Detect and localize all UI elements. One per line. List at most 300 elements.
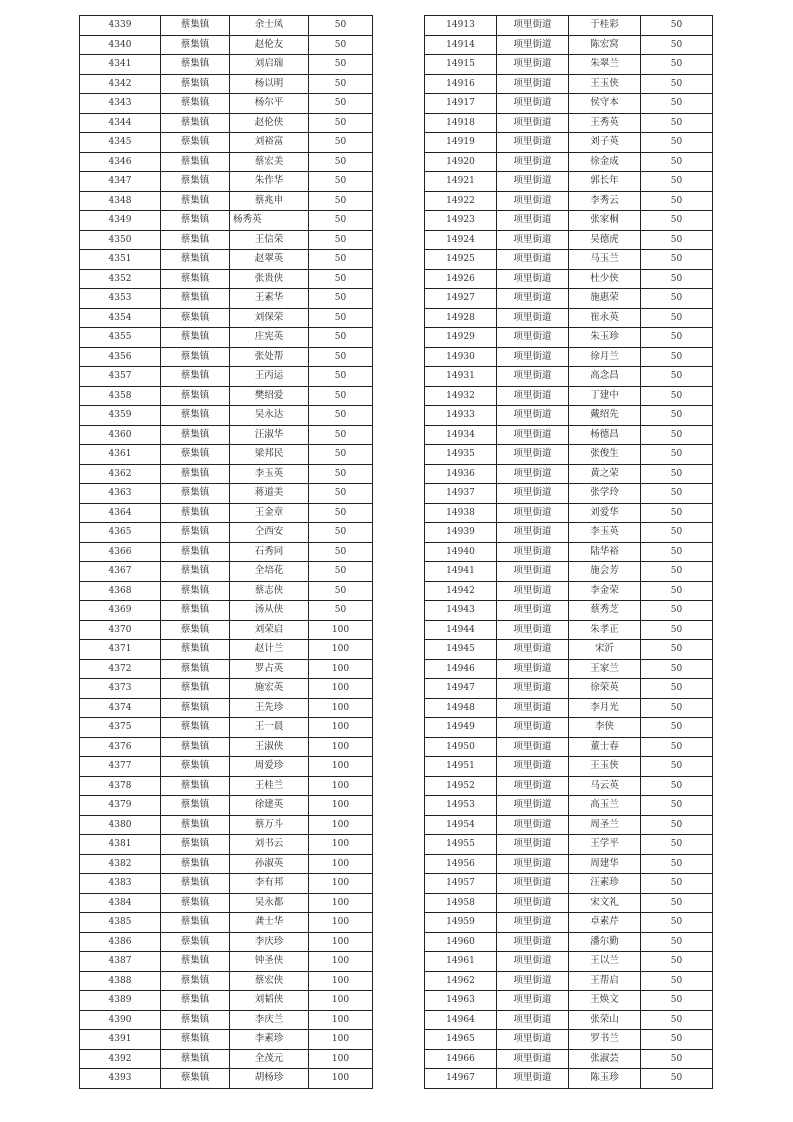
- amount-cell: 50: [641, 94, 713, 114]
- amount-cell: 50: [309, 113, 373, 133]
- name-cell: 张淑芸: [569, 1049, 641, 1069]
- table-row: [80, 230, 373, 250]
- amount-cell: 50: [641, 757, 713, 777]
- amount-cell: 50: [641, 230, 713, 250]
- id-cell: 14922: [425, 191, 497, 211]
- id-cell: 4345: [80, 133, 161, 153]
- town-cell: 项里街道: [497, 191, 569, 211]
- id-cell: 14965: [425, 1030, 497, 1050]
- town-cell: 蔡集镇: [161, 133, 230, 153]
- amount-cell: 100: [309, 874, 373, 894]
- table-row: [425, 347, 713, 367]
- town-cell: 项里街道: [497, 913, 569, 933]
- name-cell: 周爱珍: [230, 757, 309, 777]
- id-cell: 14967: [425, 1069, 497, 1089]
- id-cell: 14931: [425, 367, 497, 387]
- id-cell: 4367: [80, 562, 161, 582]
- town-cell: 蔡集镇: [161, 464, 230, 484]
- id-cell: 14949: [425, 718, 497, 738]
- town-cell: 项里街道: [497, 94, 569, 114]
- id-cell: 14917: [425, 94, 497, 114]
- table-row: [425, 113, 713, 133]
- id-cell: 14941: [425, 562, 497, 582]
- name-cell: 吴德虎: [569, 230, 641, 250]
- name-cell: 马云英: [569, 776, 641, 796]
- town-cell: 项里街道: [497, 523, 569, 543]
- amount-cell: 50: [641, 523, 713, 543]
- amount-cell: 50: [641, 289, 713, 309]
- town-cell: 蔡集镇: [161, 640, 230, 660]
- id-cell: 14953: [425, 796, 497, 816]
- name-cell: 李素珍: [230, 1030, 309, 1050]
- amount-cell: 50: [641, 347, 713, 367]
- table-row: [425, 913, 713, 933]
- name-cell: 王以兰: [569, 952, 641, 972]
- name-cell: 杨尔平: [230, 94, 309, 114]
- id-cell: 4340: [80, 35, 161, 55]
- id-cell: 4362: [80, 464, 161, 484]
- name-cell: 蔡万斗: [230, 815, 309, 835]
- table-row: [425, 601, 713, 621]
- id-cell: 14928: [425, 308, 497, 328]
- table-row: [425, 542, 713, 562]
- id-cell: 4355: [80, 328, 161, 348]
- town-cell: 项里街道: [497, 113, 569, 133]
- town-cell: 蔡集镇: [161, 503, 230, 523]
- table-row: [425, 289, 713, 309]
- amount-cell: 50: [641, 367, 713, 387]
- name-cell: 李庆珍: [230, 932, 309, 952]
- table-row: [425, 133, 713, 153]
- name-cell: 张家桐: [569, 211, 641, 231]
- name-cell: 赵伦侠: [230, 113, 309, 133]
- id-cell: 4351: [80, 250, 161, 270]
- name-cell: 李玉英: [569, 523, 641, 543]
- table-row: [425, 698, 713, 718]
- name-cell: 张贵侠: [230, 269, 309, 289]
- amount-cell: 50: [641, 620, 713, 640]
- amount-cell: 50: [641, 932, 713, 952]
- amount-cell: 50: [309, 367, 373, 387]
- id-cell: 14951: [425, 757, 497, 777]
- id-cell: 4383: [80, 874, 161, 894]
- id-cell: 14925: [425, 250, 497, 270]
- town-cell: 项里街道: [497, 659, 569, 679]
- town-cell: 项里街道: [497, 484, 569, 504]
- table-row: [425, 893, 713, 913]
- name-cell: 汪淑华: [230, 425, 309, 445]
- town-cell: 蔡集镇: [161, 191, 230, 211]
- town-cell: 蔡集镇: [161, 698, 230, 718]
- amount-cell: 100: [309, 893, 373, 913]
- amount-cell: 50: [641, 386, 713, 406]
- name-cell: 王先珍: [230, 698, 309, 718]
- amount-cell: 50: [309, 523, 373, 543]
- name-cell: 刘韬侠: [230, 991, 309, 1011]
- table-row: [425, 484, 713, 504]
- table-row: [425, 16, 713, 36]
- amount-cell: 50: [309, 133, 373, 153]
- town-cell: 蔡集镇: [161, 94, 230, 114]
- amount-cell: 100: [309, 1010, 373, 1030]
- id-cell: 4388: [80, 971, 161, 991]
- table-row: [425, 503, 713, 523]
- table-row: [425, 1010, 713, 1030]
- amount-cell: 50: [641, 464, 713, 484]
- table-row: [80, 16, 373, 36]
- amount-cell: 100: [309, 971, 373, 991]
- id-cell: 4357: [80, 367, 161, 387]
- name-cell: 吴永达: [230, 406, 309, 426]
- name-cell: 施宏英: [230, 679, 309, 699]
- table-row: [425, 35, 713, 55]
- name-cell: 于桂彩: [569, 16, 641, 36]
- table-row: [80, 698, 373, 718]
- table-row: [80, 328, 373, 348]
- amount-cell: 50: [641, 211, 713, 231]
- name-cell: 张荣山: [569, 1010, 641, 1030]
- town-cell: 项里街道: [497, 328, 569, 348]
- amount-cell: 50: [309, 406, 373, 426]
- name-cell: 潘尔勤: [569, 932, 641, 952]
- id-cell: 4366: [80, 542, 161, 562]
- id-cell: 4371: [80, 640, 161, 660]
- name-cell: 陆华裕: [569, 542, 641, 562]
- id-cell: 4376: [80, 737, 161, 757]
- name-cell: 张学玲: [569, 484, 641, 504]
- id-cell: 4391: [80, 1030, 161, 1050]
- name-cell: 李玉英: [230, 464, 309, 484]
- town-cell: 蔡集镇: [161, 211, 230, 231]
- table-row: [80, 1049, 373, 1069]
- name-cell: 吴永都: [230, 893, 309, 913]
- table-row: [80, 776, 373, 796]
- table-row: [425, 250, 713, 270]
- town-cell: 蔡集镇: [161, 991, 230, 1011]
- name-cell: 罗书兰: [569, 1030, 641, 1050]
- town-cell: 项里街道: [497, 991, 569, 1011]
- table-row: [80, 620, 373, 640]
- name-cell: 王信荣: [230, 230, 309, 250]
- amount-cell: 100: [309, 815, 373, 835]
- id-cell: 14921: [425, 172, 497, 192]
- amount-cell: 50: [641, 74, 713, 94]
- town-cell: 项里街道: [497, 464, 569, 484]
- amount-cell: 50: [641, 796, 713, 816]
- town-cell: 蔡集镇: [161, 367, 230, 387]
- table-row: [80, 367, 373, 387]
- town-cell: 项里街道: [497, 796, 569, 816]
- id-cell: 14919: [425, 133, 497, 153]
- name-cell: 全茂元: [230, 1049, 309, 1069]
- id-cell: 4365: [80, 523, 161, 543]
- table-row: [80, 991, 373, 1011]
- name-cell: 蔡宏侠: [230, 971, 309, 991]
- town-cell: 项里街道: [497, 445, 569, 465]
- name-cell: 刘荣启: [230, 620, 309, 640]
- name-cell: 龚士华: [230, 913, 309, 933]
- name-cell: 朱翠兰: [569, 55, 641, 75]
- table-row: [425, 776, 713, 796]
- id-cell: 4356: [80, 347, 161, 367]
- name-cell: 李有邦: [230, 874, 309, 894]
- town-cell: 项里街道: [497, 874, 569, 894]
- amount-cell: 100: [309, 1049, 373, 1069]
- table-row: [425, 718, 713, 738]
- id-cell: 14961: [425, 952, 497, 972]
- town-cell: 项里街道: [497, 1069, 569, 1089]
- town-cell: 项里街道: [497, 640, 569, 660]
- town-cell: 项里街道: [497, 308, 569, 328]
- id-cell: 14954: [425, 815, 497, 835]
- table-row: [80, 737, 373, 757]
- town-cell: 项里街道: [497, 1010, 569, 1030]
- table-row: [425, 55, 713, 75]
- id-cell: 4392: [80, 1049, 161, 1069]
- amount-cell: 50: [641, 133, 713, 153]
- town-cell: 蔡集镇: [161, 289, 230, 309]
- amount-cell: 50: [641, 55, 713, 75]
- name-cell: 徐建英: [230, 796, 309, 816]
- name-cell: 余士凤: [230, 16, 309, 36]
- amount-cell: 50: [309, 16, 373, 36]
- table-row: [425, 523, 713, 543]
- table-row: [80, 133, 373, 153]
- name-cell: 杨以明: [230, 74, 309, 94]
- table-row: [425, 1049, 713, 1069]
- table-row: [425, 854, 713, 874]
- town-cell: 项里街道: [497, 1030, 569, 1050]
- id-cell: 4369: [80, 601, 161, 621]
- table-row: [425, 1069, 713, 1089]
- amount-cell: 50: [309, 211, 373, 231]
- amount-cell: 100: [309, 991, 373, 1011]
- amount-cell: 50: [309, 425, 373, 445]
- amount-cell: 100: [309, 659, 373, 679]
- name-cell: 周圣兰: [569, 815, 641, 835]
- name-cell: 李金荣: [569, 581, 641, 601]
- table-row: [80, 971, 373, 991]
- table-row: [425, 640, 713, 660]
- name-cell: 杨秀英: [230, 211, 309, 231]
- amount-cell: 50: [641, 581, 713, 601]
- id-cell: 14926: [425, 269, 497, 289]
- id-cell: 14938: [425, 503, 497, 523]
- name-cell: 陈玉珍: [569, 1069, 641, 1089]
- name-cell: 朱孝正: [569, 620, 641, 640]
- amount-cell: 50: [641, 679, 713, 699]
- id-cell: 14957: [425, 874, 497, 894]
- id-cell: 4385: [80, 913, 161, 933]
- table-row: [425, 796, 713, 816]
- id-cell: 4389: [80, 991, 161, 1011]
- id-cell: 14959: [425, 913, 497, 933]
- town-cell: 蔡集镇: [161, 893, 230, 913]
- table-row: [425, 269, 713, 289]
- name-cell: 仝西安: [230, 523, 309, 543]
- id-cell: 4348: [80, 191, 161, 211]
- town-cell: 蔡集镇: [161, 815, 230, 835]
- name-cell: 王淑侠: [230, 737, 309, 757]
- town-cell: 蔡集镇: [161, 601, 230, 621]
- town-cell: 项里街道: [497, 893, 569, 913]
- amount-cell: 50: [309, 172, 373, 192]
- name-cell: 张处帮: [230, 347, 309, 367]
- name-cell: 崔永英: [569, 308, 641, 328]
- town-cell: 蔡集镇: [161, 230, 230, 250]
- amount-cell: 50: [309, 601, 373, 621]
- table-row: [80, 484, 373, 504]
- name-cell: 卓素芹: [569, 913, 641, 933]
- town-cell: 项里街道: [497, 386, 569, 406]
- table-row: [80, 464, 373, 484]
- town-cell: 项里街道: [497, 16, 569, 36]
- table-row: [80, 542, 373, 562]
- town-cell: 蔡集镇: [161, 1010, 230, 1030]
- table-row: [80, 796, 373, 816]
- town-cell: 项里街道: [497, 971, 569, 991]
- town-cell: 项里街道: [497, 74, 569, 94]
- town-cell: 蔡集镇: [161, 854, 230, 874]
- amount-cell: 50: [641, 893, 713, 913]
- id-cell: 14942: [425, 581, 497, 601]
- amount-cell: 50: [309, 74, 373, 94]
- id-cell: 4361: [80, 445, 161, 465]
- amount-cell: 100: [309, 932, 373, 952]
- amount-cell: 100: [309, 1069, 373, 1089]
- id-cell: 14933: [425, 406, 497, 426]
- name-cell: 高玉兰: [569, 796, 641, 816]
- town-cell: 蔡集镇: [161, 74, 230, 94]
- table-row: [80, 191, 373, 211]
- table-row: [80, 854, 373, 874]
- town-cell: 项里街道: [497, 601, 569, 621]
- name-cell: 王学平: [569, 835, 641, 855]
- town-cell: 项里街道: [497, 503, 569, 523]
- amount-cell: 50: [641, 269, 713, 289]
- table-row: [80, 445, 373, 465]
- name-cell: 刘启瑞: [230, 55, 309, 75]
- amount-cell: 50: [641, 776, 713, 796]
- id-cell: 4382: [80, 854, 161, 874]
- town-cell: 项里街道: [497, 562, 569, 582]
- town-cell: 项里街道: [497, 620, 569, 640]
- table-row: [80, 932, 373, 952]
- table-row: [425, 679, 713, 699]
- table-row: [425, 425, 713, 445]
- town-cell: 蔡集镇: [161, 16, 230, 36]
- table-row: [80, 679, 373, 699]
- amount-cell: 100: [309, 776, 373, 796]
- id-cell: 14955: [425, 835, 497, 855]
- name-cell: 徐荣英: [569, 679, 641, 699]
- name-cell: 马玉兰: [569, 250, 641, 270]
- name-cell: 张俊生: [569, 445, 641, 465]
- amount-cell: 100: [309, 757, 373, 777]
- town-cell: 蔡集镇: [161, 269, 230, 289]
- amount-cell: 50: [641, 971, 713, 991]
- amount-cell: 50: [309, 152, 373, 172]
- amount-cell: 100: [309, 913, 373, 933]
- town-cell: 蔡集镇: [161, 952, 230, 972]
- id-cell: 4354: [80, 308, 161, 328]
- name-cell: 王焕文: [569, 991, 641, 1011]
- table-row: [80, 211, 373, 231]
- id-cell: 14958: [425, 893, 497, 913]
- name-cell: 王素华: [230, 289, 309, 309]
- town-cell: 蔡集镇: [161, 523, 230, 543]
- table-row: [425, 406, 713, 426]
- name-cell: 蒋道美: [230, 484, 309, 504]
- table-row: [425, 932, 713, 952]
- id-cell: 14964: [425, 1010, 497, 1030]
- id-cell: 14929: [425, 328, 497, 348]
- table-row: [80, 913, 373, 933]
- name-cell: 侯守本: [569, 94, 641, 114]
- town-cell: 蔡集镇: [161, 250, 230, 270]
- table-row: [80, 35, 373, 55]
- id-cell: 14956: [425, 854, 497, 874]
- table-row: [425, 874, 713, 894]
- table-row: [425, 191, 713, 211]
- right-table-body: [425, 16, 713, 1089]
- amount-cell: 50: [641, 815, 713, 835]
- table-row: [80, 55, 373, 75]
- amount-cell: 50: [641, 991, 713, 1011]
- id-cell: 14939: [425, 523, 497, 543]
- id-cell: 4359: [80, 406, 161, 426]
- town-cell: 项里街道: [497, 737, 569, 757]
- table-row: [80, 406, 373, 426]
- town-cell: 蔡集镇: [161, 328, 230, 348]
- town-cell: 项里街道: [497, 55, 569, 75]
- table-row: [425, 952, 713, 972]
- amount-cell: 50: [309, 35, 373, 55]
- name-cell: 董士春: [569, 737, 641, 757]
- amount-cell: 100: [309, 679, 373, 699]
- id-cell: 14935: [425, 445, 497, 465]
- name-cell: 刘爱华: [569, 503, 641, 523]
- id-cell: 14927: [425, 289, 497, 309]
- left-table-body: [80, 16, 373, 1089]
- table-row: [80, 757, 373, 777]
- town-cell: 蔡集镇: [161, 308, 230, 328]
- name-cell: 李侠: [569, 718, 641, 738]
- town-cell: 蔡集镇: [161, 718, 230, 738]
- amount-cell: 50: [641, 328, 713, 348]
- amount-cell: 50: [641, 152, 713, 172]
- town-cell: 蔡集镇: [161, 679, 230, 699]
- amount-cell: 50: [641, 308, 713, 328]
- id-cell: 4342: [80, 74, 161, 94]
- id-cell: 14936: [425, 464, 497, 484]
- id-cell: 4381: [80, 835, 161, 855]
- id-cell: 14960: [425, 932, 497, 952]
- town-cell: 蔡集镇: [161, 776, 230, 796]
- amount-cell: 50: [641, 874, 713, 894]
- town-cell: 蔡集镇: [161, 757, 230, 777]
- amount-cell: 50: [641, 737, 713, 757]
- table-row: [425, 620, 713, 640]
- town-cell: 项里街道: [497, 542, 569, 562]
- left-table: [79, 15, 373, 1089]
- name-cell: 高念昌: [569, 367, 641, 387]
- id-cell: 4339: [80, 16, 161, 36]
- table-row: [425, 172, 713, 192]
- id-cell: 14923: [425, 211, 497, 231]
- town-cell: 蔡集镇: [161, 347, 230, 367]
- name-cell: 杜少侠: [569, 269, 641, 289]
